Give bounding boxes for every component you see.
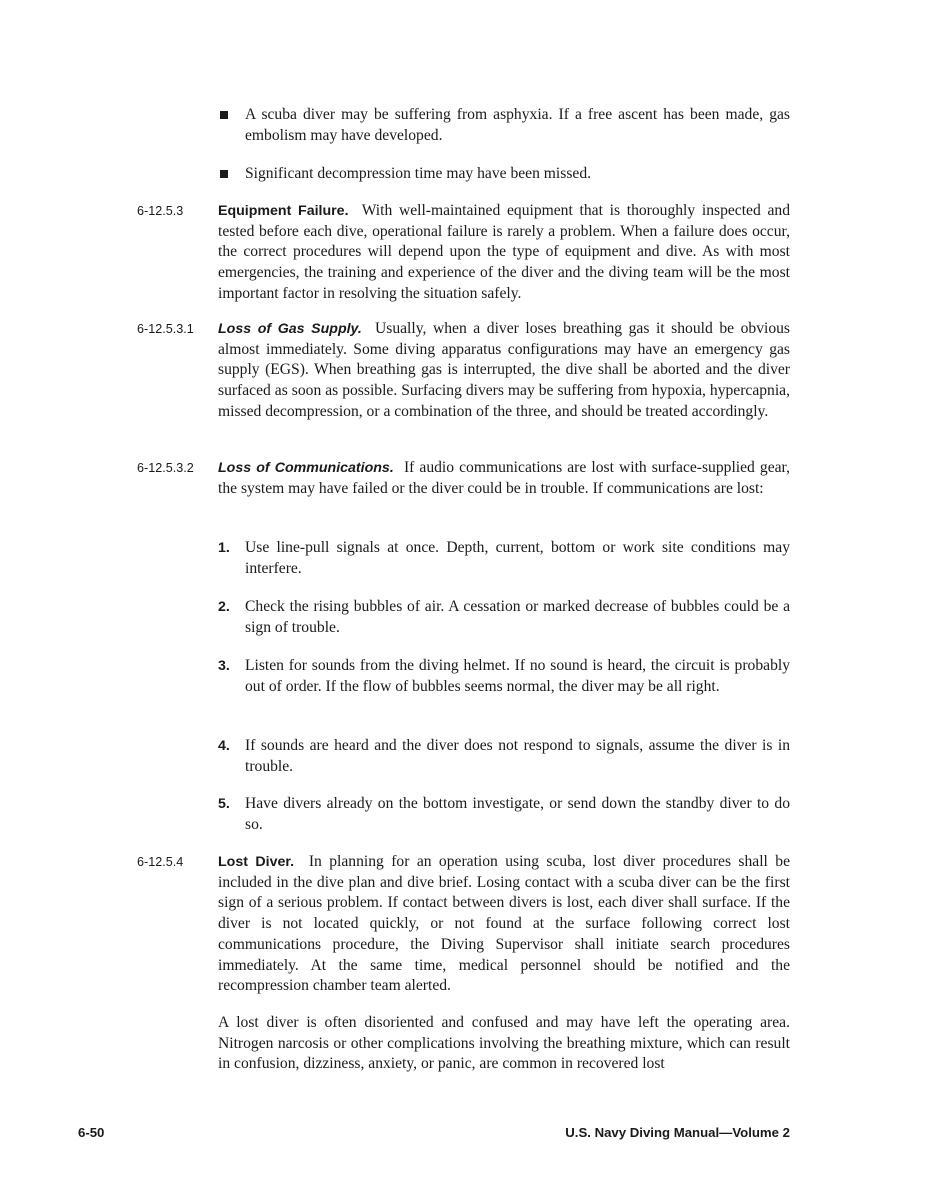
list-item xyxy=(218,736,790,777)
section-number: 6-12.5.3.1 xyxy=(137,322,194,336)
section-text: Usually, when a diver loses breathing gas it should be obvious almost immediately. Some diving apparatus configurations may have an emergency gas supply (EGS). When breathing gas is interrupted, the dive shall be aborted and the diver surfaced as soon as possible. Surfacing divers may be suffering from hypoxia, hypercapnia, missed decompression, or a combination of the three, and should be treated accordingly. xyxy=(218,320,791,420)
section-number: 6-12.5.3 xyxy=(137,204,184,218)
section-equipment-failure xyxy=(218,201,790,305)
step-number: 1. xyxy=(218,540,230,556)
step-text: Have divers already on the bottom investigate, or send down the standby diver to do so. xyxy=(245,795,790,833)
bullet-item xyxy=(218,164,790,185)
bullet-item xyxy=(218,105,790,146)
step-text: Check the rising bubbles of air. A cessation or marked decrease of bubbles could be a sign of trouble. xyxy=(245,598,790,636)
page-number: 6-50 xyxy=(78,1125,105,1140)
bullet-text: Significant decompression time may have been missed. xyxy=(245,165,592,182)
step-text: Listen for sounds from the diving helmet. If no sound is heard, the circuit is probably out of order. If the flow of bubbles seems normal, the diver may be all right. xyxy=(245,657,790,695)
section-heading: Lost Diver. xyxy=(218,854,295,870)
section-heading: Loss of Communications. xyxy=(218,460,394,476)
step-number: 3. xyxy=(218,658,230,674)
section-text: With well-maintained equipment that is thoroughly inspected and tested before each dive, operational failure is rarely a problem. When a failure does occur, the correct procedures will depend upon the type of equipment and dive. As with most emergencies, the training and experience of the diver and the diving team will be the most important factor in resolving the situation safely. xyxy=(218,202,791,302)
step-number: 5. xyxy=(218,796,230,812)
footer-title: U.S. Navy Diving Manual—Volume 2 xyxy=(565,1125,790,1140)
list-item xyxy=(218,656,790,697)
square-bullet-icon xyxy=(220,111,228,119)
section-heading: Equipment Failure. xyxy=(218,203,349,219)
section-text: If audio communications are lost with surface-supplied gear, the system may have failed or the diver could be in trouble. If communications are lost: xyxy=(218,459,791,497)
step-number: 2. xyxy=(218,599,230,615)
section-number: 6-12.5.3.2 xyxy=(137,461,194,475)
list-item xyxy=(218,597,790,638)
section-loss-of-gas-supply xyxy=(218,319,790,423)
list-item xyxy=(218,538,790,579)
section-heading: Loss of Gas Supply. xyxy=(218,321,362,337)
step-text: If sounds are heard and the diver does not respond to signals, assume the diver is in trouble. xyxy=(245,737,790,775)
section-number: 6-12.5.4 xyxy=(137,855,184,869)
section-lost-diver xyxy=(218,852,790,997)
section-text: In planning for an operation using scuba, lost diver procedures shall be included in the dive plan and dive brief. Losing contact with a scuba diver can be the first sign of a serious problem. If contact between divers is lost, each diver shall surface. If the diver is not located quickly, or not found at the surface following correct lost communications procedure, the Diving Supervisor shall initiate search procedures immediately. At the same time, medical personnel should be notified and the recompression chamber team alerted. xyxy=(218,853,790,995)
step-number: 4. xyxy=(218,738,230,754)
lost-diver-paragraph-2: A lost diver is often disoriented and confused and may have left the operating area. Nitrogen narcosis or other complications involving the breathing mixture, which can result in confusion, dizziness, anxiety, or panic, are common in recovered lost xyxy=(218,1014,790,1073)
step-text: Use line-pull signals at once. Depth, current, bottom or work site conditions may interfere. xyxy=(245,539,790,577)
section-loss-of-communications xyxy=(218,458,790,499)
square-bullet-icon xyxy=(220,170,228,178)
list-item xyxy=(218,794,790,835)
bullet-text: A scuba diver may be suffering from asphyxia. If a free ascent has been made, gas embolism may have developed. xyxy=(245,106,790,144)
